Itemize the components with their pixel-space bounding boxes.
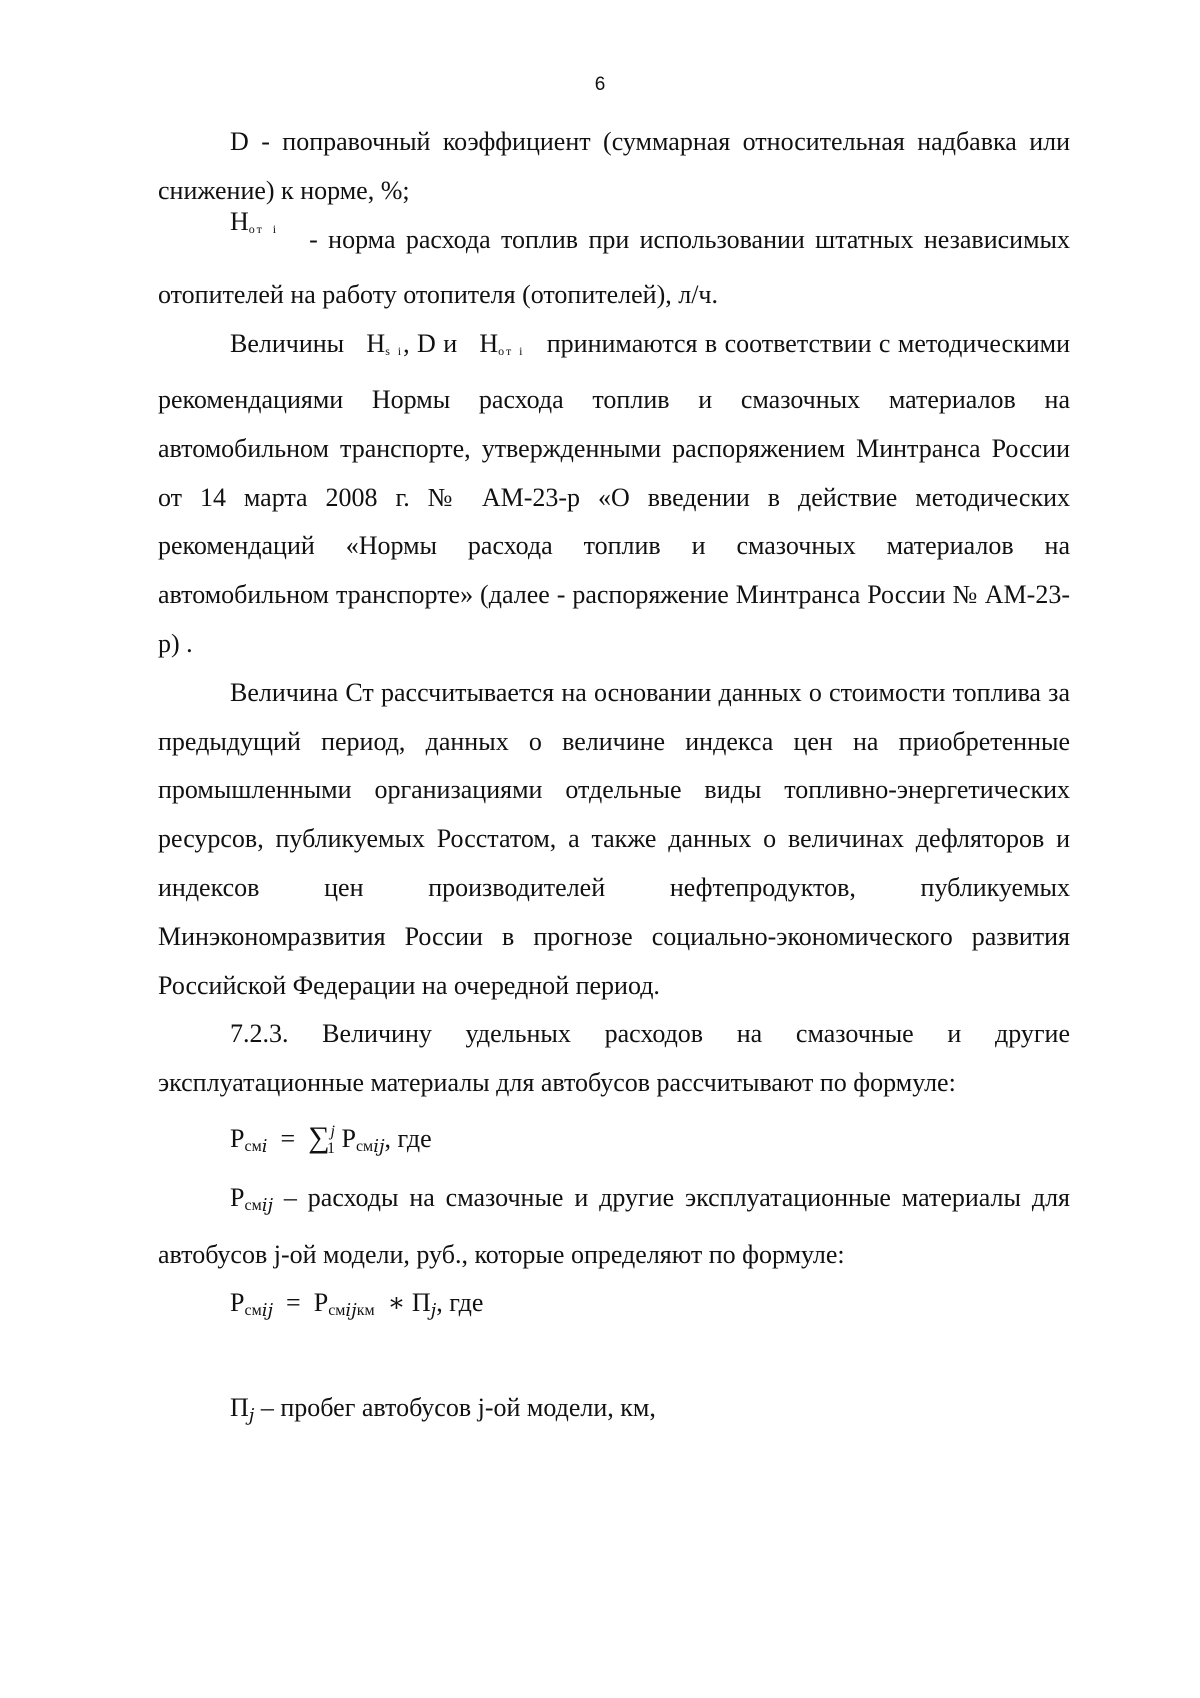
document-body bbox=[158, 118, 1070, 1441]
formula-model-lubricant-cost: $Р_{см}ij = Р_{см}ij_{км}$ ∗ Пj, где bbox=[230, 1288, 484, 1322]
symbol-pcmij: $Р_{см}ij$ bbox=[230, 1182, 274, 1216]
page-number: 6 bbox=[594, 74, 606, 95]
paragraph-mileage-definition: Пj – пробег автобусов j-ой модели, км, bbox=[230, 1393, 656, 1427]
paragraph-d-coefficient: D - поправочный коэффициент (суммарная относительная надбавка или снижение) к норме, %; bbox=[158, 127, 1070, 205]
symbol-pj: Пj bbox=[230, 1393, 255, 1427]
symbol-hot-inline: Hот i bbox=[479, 329, 525, 359]
spacer bbox=[158, 1336, 1070, 1384]
symbol-hot: Hот i bbox=[230, 206, 279, 236]
paragraph-values-reference-text: принимаются в соответствии с методическими рекомендациями Нормы расхода топлив и смазочных материалов на автомобильном транспорте, утвержденными распоряжением Минтранса России от 14 марта 2008 г. № АМ-23-р «О введении в действие методических рекомендаций «Нормы расхода топлив и смазочных материалов на автомобильном транспорте» (далее - распоряжение Минтранса России № АМ-23-р) . bbox=[158, 329, 1071, 658]
paragraph-ct-calculation: Величина Ст рассчитывается на основании данных о стоимости топлива за предыдущий период, данных о величине индекса цен на приобретенные промышленными организациями отдельные виды топливно-энергетических ресурсов, публикуемых Росстатом, а также данных о величинах дефляторов и индексов цен производителей нефтепродуктов, публикуемых Минэкономразвития России в прогнозе социально-экономического развития Российской Федерации на очередной период. bbox=[158, 677, 1070, 1000]
formula-total-lubricant-cost: $Р_{см}i = \sum^j_1$ $Р_{см}ij$, где bbox=[230, 1120, 432, 1157]
paragraph-values-reference: Величины Hs i, D и Hот i принимаются в соответствии с методическими рекомендациями Нормы расхода топлив и смазочных материалов на автомобильном транспорте, утвержденными распоряжением Минтранса России от 14 марта 2008 г. № АМ-23-р «О введении в действие методических рекомендаций «Нормы расхода топлив и смазочных материалов на автомобильном транспорте» (далее - распоряжение Минтранса России № АМ-23-р) . bbox=[158, 329, 1071, 658]
paragraph-section-7-2-3: 7.2.3. Величину удельных расходов на смазочные и другие эксплуатационные материалы для автобусов рассчитывают по формуле: bbox=[158, 1019, 1070, 1098]
symbol-hsi: Hs i bbox=[366, 329, 404, 359]
sum-sign: ∑ bbox=[308, 1120, 330, 1154]
paragraph-hot-norm bbox=[158, 206, 1070, 321]
paragraph-hot-norm-text: - норма расхода топлив при использовании штатных независимых отопителей на работу отопителя (отопителей), л/ч. bbox=[158, 224, 1070, 310]
paragraph-pcmij-definition: $Р_{см}ij$ – расходы на смазочные и другие эксплуатационные материалы для автобусов j-ой модели, руб., которые определяют по формуле: bbox=[158, 1182, 1071, 1269]
